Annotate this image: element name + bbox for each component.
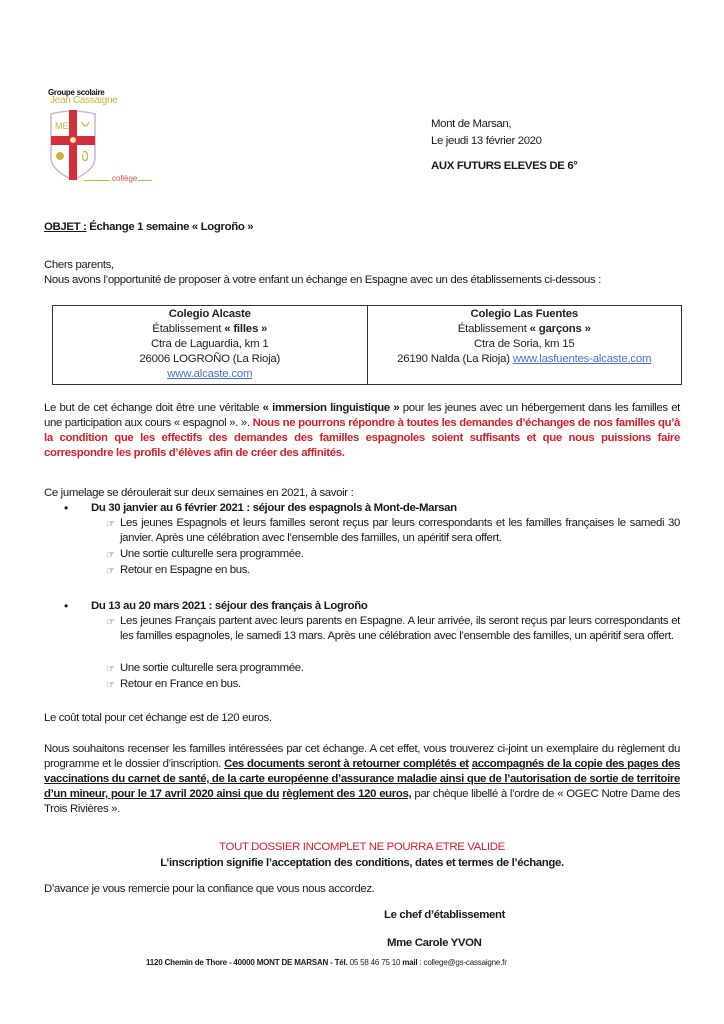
registration-emphasis: accompagnés de la copie des pages des vaccinations du carnet de santé, de la carte européenne d’assurance maladie ainsi que de l’autorisation de sortie de territoire d’un mineur, pour le 17 avril 2020 ainsi que du <box>44 758 680 800</box>
period-title: Du 13 au 20 mars 2021 : séjour des français à Logroño <box>91 600 368 612</box>
period-item: Une sortie culturelle sera programmée. <box>120 662 304 674</box>
shield-crest-icon <box>49 110 97 182</box>
letter-header <box>431 116 578 175</box>
registration-emphasis: Ces documents seront à retourner complétés et <box>224 758 469 770</box>
schedule-intro: Ce jumelage se déroulerait sur deux semaines en 2021, à savoir : <box>44 487 354 499</box>
school-type-value: « garçons » <box>529 323 591 335</box>
registration-paragraph <box>44 742 680 817</box>
school-name: Colegio Alcaste <box>168 308 251 320</box>
school-logo <box>44 88 164 198</box>
greeting <box>44 258 601 288</box>
signature-title: Le chef d’établissement <box>384 909 506 921</box>
school-city: 26006 LOGROÑO (La Rioja) <box>139 353 281 365</box>
header-recipient: AUX FUTURS ELEVES DE 6° <box>431 160 578 172</box>
period-item: Retour en France en bus. <box>120 678 241 690</box>
purpose-emphasis: « immersion linguistique » <box>262 402 400 414</box>
footer <box>146 958 507 967</box>
period-item: Retour en Espagne en bus. <box>120 564 250 576</box>
signature-name: Mme Carole YVON <box>387 937 482 949</box>
school-city-line <box>368 352 682 367</box>
bullet-icon: • <box>64 501 68 515</box>
hand-pointer-icon: ☞ <box>106 680 115 691</box>
purpose-paragraph <box>44 401 680 461</box>
school-website-link[interactable]: www.alcaste.com <box>167 368 253 380</box>
school-cell <box>367 306 682 384</box>
logo-subtitle: collège <box>112 174 138 183</box>
footer-address: 1120 Chemin de Thore - 40000 MONT DE MARSAN - Tél. <box>146 958 348 967</box>
period-item: Une sortie culturelle sera programmée. <box>120 548 304 560</box>
logo-divider <box>84 180 110 181</box>
footer-mail-label: mail <box>402 958 418 967</box>
footer-phone: 05 58 46 75 10 <box>347 958 403 967</box>
hand-pointer-icon: ☞ <box>106 519 115 530</box>
svg-text:ME: ME <box>55 121 69 131</box>
header-city: Mont de Marsan, <box>431 118 512 130</box>
footer-email: : college@gs-cassaigne.fr <box>417 958 507 967</box>
school-type <box>53 322 367 337</box>
subject-line <box>44 220 253 235</box>
logo-line2: Jean Cassaigne <box>50 95 118 106</box>
incomplete-warning: TOUT DOSSIER INCOMPLET NE POURRA ETRE VALIDE <box>219 841 505 853</box>
school-type-prefix: Établissement <box>152 323 225 335</box>
purpose-text: Le but de cet échange doit être une véritable <box>44 402 263 414</box>
conditions-notice: L’inscription signifie l’acceptation des conditions, dates et termes de l’échange. <box>160 857 564 869</box>
cost-text: Le coût total pour cet échange est de 120 euros. <box>44 712 272 724</box>
school-type <box>368 322 682 337</box>
schools-table <box>52 305 682 385</box>
school-website-link[interactable]: www.lasfuentes-alcaste.com <box>512 353 652 365</box>
bullet-icon: • <box>64 599 68 613</box>
hand-pointer-icon: ☞ <box>106 566 115 577</box>
registration-text: Nous souhaitons recenser les familles intéressées par cet échange. A cet effet, vous trouverez ci-joint un exemplaire du règlement du programme et le dossier d’inscription. <box>44 743 680 770</box>
subject-text: Échange 1 semaine « Logroño » <box>86 221 254 233</box>
period-item: Les jeunes Espagnols et leurs familles seront reçus par leurs correspondants et les familles françaises le samedi 30 janvier. Après une célébration avec l’ensemble des familles, un apéritif sera offert. <box>120 517 680 544</box>
school-city: 26190 Nalda (La Rioja) <box>397 353 513 365</box>
school-name: Colegio Las Fuentes <box>470 308 579 320</box>
registration-emphasis: règlement des 120 euros, <box>282 788 412 800</box>
school-type-value: « filles » <box>224 323 268 335</box>
intro-text: Nous avons l’opportunité de proposer à votre enfant un échange en Espagne avec un des établissements ci-dessous : <box>44 274 601 286</box>
school-type-prefix: Établissement <box>457 323 530 335</box>
salutation: Chers parents, <box>44 259 114 271</box>
closing-text: D’avance je vous remercie pour la confiance que vous nous accordez. <box>44 883 375 895</box>
school-address: Ctra de Soria, km 15 <box>474 338 575 350</box>
period-title: Du 30 janvier au 6 février 2021 : séjour des espagnols à Mont-de-Marsan <box>91 502 457 514</box>
logo-divider <box>138 180 152 181</box>
header-date: Le jeudi 13 février 2020 <box>431 135 542 147</box>
hand-pointer-icon: ☞ <box>106 550 115 561</box>
logo-line1: Groupe scolaire <box>48 88 105 97</box>
purpose-text: pour les jeunes avec un hébergement dans les familles et une participation aux cours « espagnol ». ». <box>44 402 680 429</box>
period-item: Les jeunes Français partent avec leurs parents en Espagne. A leur arrivée, ils seront reçus par leurs correspondants et les familles espagnoles, le samedi 13 mars. Après une célébration avec l’ensemble des familles, un apéritif sera offert. <box>120 615 680 642</box>
registration-text: par chèque libellé à l’ordre de « OGEC Notre Dame des Trois Rivières ». <box>44 788 680 815</box>
school-address: Ctra de Laguardia, km 1 <box>150 338 269 350</box>
school-cell <box>53 306 367 384</box>
hand-pointer-icon: ☞ <box>106 664 115 675</box>
subject-label: OBJET : <box>44 221 87 233</box>
hand-pointer-icon: ☞ <box>106 617 115 628</box>
purpose-warning: Nous ne pourrons répondre à toutes les demandes d’échanges de nos familles qu’à la condition que les effectifs des demandes des familles espagnoles soient suffisants et que nous puissions faire correspondre les profils d’élèves afin de créer des affinités. <box>44 417 680 459</box>
